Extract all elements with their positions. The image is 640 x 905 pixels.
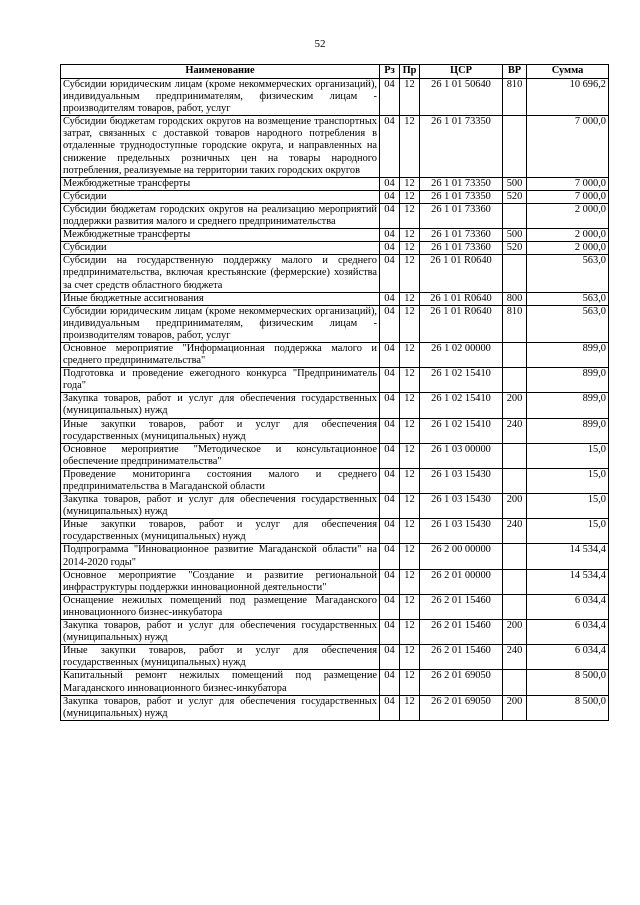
row-csr: 26 1 03 15430 bbox=[420, 519, 503, 544]
row-name: Подпрограмма "Инновационное развитие Магаданской области" на 2014-2020 годы" bbox=[61, 544, 380, 569]
row-sum: 2 000,0 bbox=[527, 242, 609, 255]
row-sum: 7 000,0 bbox=[527, 190, 609, 203]
row-pr: 12 bbox=[400, 519, 420, 544]
row-rz: 04 bbox=[380, 620, 400, 645]
row-vr bbox=[503, 569, 527, 594]
row-rz: 04 bbox=[380, 544, 400, 569]
row-name: Закупка товаров, работ и услуг для обеспечения государственных (муниципальных) нужд bbox=[61, 620, 380, 645]
row-rz: 04 bbox=[380, 468, 400, 493]
row-csr: 26 1 01 50640 bbox=[420, 79, 503, 116]
row-vr: 240 bbox=[503, 418, 527, 443]
row-vr: 200 bbox=[503, 695, 527, 720]
row-pr: 12 bbox=[400, 242, 420, 255]
row-rz: 04 bbox=[380, 393, 400, 418]
row-sum: 8 500,0 bbox=[527, 695, 609, 720]
row-rz: 04 bbox=[380, 229, 400, 242]
table-row bbox=[61, 594, 609, 619]
row-name: Субсидии bbox=[61, 190, 380, 203]
table-row bbox=[61, 468, 609, 493]
row-rz: 04 bbox=[380, 645, 400, 670]
row-sum: 899,0 bbox=[527, 393, 609, 418]
row-pr: 12 bbox=[400, 203, 420, 228]
row-pr: 12 bbox=[400, 229, 420, 242]
row-pr: 12 bbox=[400, 190, 420, 203]
row-pr: 12 bbox=[400, 292, 420, 305]
budget-table bbox=[60, 64, 609, 721]
row-name: Субсидии бюджетам городских округов на реализацию мероприятий поддержки развития малого и среднего предпринимательства bbox=[61, 203, 380, 228]
table-row bbox=[61, 620, 609, 645]
header-name: Наименование bbox=[61, 65, 380, 79]
row-name: Субсидии юридическим лицам (кроме некоммерческих организаций), индивидуальным предпринимателям, физическим лицам - производителям товаров, работ, услуг bbox=[61, 79, 380, 116]
row-name: Межбюджетные трансферты bbox=[61, 177, 380, 190]
row-rz: 04 bbox=[380, 242, 400, 255]
table-row bbox=[61, 494, 609, 519]
row-vr: 200 bbox=[503, 620, 527, 645]
row-csr: 26 1 01 73360 bbox=[420, 229, 503, 242]
row-name: Иные закупки товаров, работ и услуг для обеспечения государственных (муниципальных) нужд bbox=[61, 418, 380, 443]
row-vr: 810 bbox=[503, 79, 527, 116]
table-row bbox=[61, 695, 609, 720]
row-csr: 26 1 01 73360 bbox=[420, 203, 503, 228]
table-row bbox=[61, 544, 609, 569]
row-vr bbox=[503, 544, 527, 569]
row-sum: 15,0 bbox=[527, 443, 609, 468]
row-csr: 26 1 01 R0640 bbox=[420, 292, 503, 305]
row-vr: 500 bbox=[503, 177, 527, 190]
row-csr: 26 1 01 73360 bbox=[420, 242, 503, 255]
row-name: Закупка товаров, работ и услуг для обеспечения государственных (муниципальных) нужд bbox=[61, 393, 380, 418]
row-pr: 12 bbox=[400, 393, 420, 418]
row-csr: 26 2 01 15460 bbox=[420, 620, 503, 645]
row-rz: 04 bbox=[380, 670, 400, 695]
table-row bbox=[61, 519, 609, 544]
row-rz: 04 bbox=[380, 494, 400, 519]
row-vr: 520 bbox=[503, 242, 527, 255]
row-sum: 6 034,4 bbox=[527, 620, 609, 645]
row-pr: 12 bbox=[400, 116, 420, 177]
row-name: Основное мероприятие "Создание и развитие региональной инфраструктуры поддержки инновационной деятельности" bbox=[61, 569, 380, 594]
row-sum: 563,0 bbox=[527, 255, 609, 292]
table-row bbox=[61, 670, 609, 695]
table-row bbox=[61, 305, 609, 342]
row-vr: 810 bbox=[503, 305, 527, 342]
row-pr: 12 bbox=[400, 645, 420, 670]
row-pr: 12 bbox=[400, 569, 420, 594]
row-sum: 563,0 bbox=[527, 292, 609, 305]
row-csr: 26 1 03 00000 bbox=[420, 443, 503, 468]
row-pr: 12 bbox=[400, 418, 420, 443]
row-sum: 10 696,2 bbox=[527, 79, 609, 116]
row-name: Проведение мониторинга состояния малого и среднего предпринимательства в Магаданской области bbox=[61, 468, 380, 493]
table-row bbox=[61, 368, 609, 393]
row-rz: 04 bbox=[380, 305, 400, 342]
header-pr: Пр bbox=[400, 65, 420, 79]
row-rz: 04 bbox=[380, 418, 400, 443]
row-rz: 04 bbox=[380, 190, 400, 203]
row-rz: 04 bbox=[380, 203, 400, 228]
row-csr: 26 1 03 15430 bbox=[420, 494, 503, 519]
table-row bbox=[61, 342, 609, 367]
page-number: 52 bbox=[314, 38, 326, 50]
row-name: Субсидии bbox=[61, 242, 380, 255]
header-csr: ЦСР bbox=[420, 65, 503, 79]
row-name: Субсидии на государственную поддержку малого и среднего предпринимательства, включая крестьянские (фермерские) хозяйства за счет средств областного бюджета bbox=[61, 255, 380, 292]
row-vr: 240 bbox=[503, 645, 527, 670]
table-row bbox=[61, 203, 609, 228]
row-rz: 04 bbox=[380, 443, 400, 468]
row-csr: 26 1 01 73350 bbox=[420, 177, 503, 190]
row-rz: 04 bbox=[380, 519, 400, 544]
row-rz: 04 bbox=[380, 116, 400, 177]
row-name: Иные закупки товаров, работ и услуг для обеспечения государственных (муниципальных) нужд bbox=[61, 519, 380, 544]
row-csr: 26 1 01 R0640 bbox=[420, 255, 503, 292]
row-csr: 26 2 01 15460 bbox=[420, 594, 503, 619]
row-vr bbox=[503, 203, 527, 228]
row-vr: 520 bbox=[503, 190, 527, 203]
row-vr bbox=[503, 368, 527, 393]
row-name: Иные бюджетные ассигнования bbox=[61, 292, 380, 305]
row-pr: 12 bbox=[400, 443, 420, 468]
row-rz: 04 bbox=[380, 695, 400, 720]
row-vr bbox=[503, 670, 527, 695]
row-rz: 04 bbox=[380, 569, 400, 594]
row-pr: 12 bbox=[400, 494, 420, 519]
row-sum: 6 034,4 bbox=[527, 594, 609, 619]
row-csr: 26 1 02 15410 bbox=[420, 418, 503, 443]
row-sum: 2 000,0 bbox=[527, 229, 609, 242]
row-sum: 15,0 bbox=[527, 494, 609, 519]
row-name: Субсидии бюджетам городских округов на возмещение транспортных затрат, связанных с доставкой товаров народного потребления в отдаленные труднодоступные городские округа, и направленных на снижение предельных розничных цен на товары народного потребления, реализуемые на территории таких городских округов bbox=[61, 116, 380, 177]
row-sum: 14 534,4 bbox=[527, 544, 609, 569]
row-vr bbox=[503, 342, 527, 367]
table-header-row bbox=[61, 65, 609, 79]
table-row bbox=[61, 116, 609, 177]
row-rz: 04 bbox=[380, 594, 400, 619]
row-csr: 26 1 03 15430 bbox=[420, 468, 503, 493]
row-csr: 26 1 01 73350 bbox=[420, 116, 503, 177]
row-sum: 899,0 bbox=[527, 342, 609, 367]
row-name: Иные закупки товаров, работ и услуг для обеспечения государственных (муниципальных) нужд bbox=[61, 645, 380, 670]
row-vr bbox=[503, 468, 527, 493]
row-pr: 12 bbox=[400, 670, 420, 695]
header-rz: Рз bbox=[380, 65, 400, 79]
row-pr: 12 bbox=[400, 305, 420, 342]
row-csr: 26 2 01 69050 bbox=[420, 695, 503, 720]
row-name: Оснащение нежилых помещений под размещение Магаданского инновационного бизнес-инкубатора bbox=[61, 594, 380, 619]
row-pr: 12 bbox=[400, 468, 420, 493]
row-rz: 04 bbox=[380, 292, 400, 305]
row-sum: 899,0 bbox=[527, 368, 609, 393]
table-row bbox=[61, 177, 609, 190]
row-vr: 500 bbox=[503, 229, 527, 242]
row-sum: 8 500,0 bbox=[527, 670, 609, 695]
table-row bbox=[61, 292, 609, 305]
row-name: Закупка товаров, работ и услуг для обеспечения государственных (муниципальных) нужд bbox=[61, 695, 380, 720]
table-row bbox=[61, 190, 609, 203]
row-csr: 26 1 02 00000 bbox=[420, 342, 503, 367]
row-rz: 04 bbox=[380, 342, 400, 367]
row-sum: 563,0 bbox=[527, 305, 609, 342]
row-name: Субсидии юридическим лицам (кроме некоммерческих организаций), индивидуальным предпринимателям, физическим лицам - производителям товаров, работ, услуг bbox=[61, 305, 380, 342]
row-name: Межбюджетные трансферты bbox=[61, 229, 380, 242]
row-vr: 800 bbox=[503, 292, 527, 305]
row-vr bbox=[503, 594, 527, 619]
table-row bbox=[61, 443, 609, 468]
table-row bbox=[61, 242, 609, 255]
row-csr: 26 1 01 73350 bbox=[420, 190, 503, 203]
row-pr: 12 bbox=[400, 594, 420, 619]
row-rz: 04 bbox=[380, 79, 400, 116]
header-sum: Сумма bbox=[527, 65, 609, 79]
row-name: Основное мероприятие "Информационная поддержка малого и среднего предпринимательства" bbox=[61, 342, 380, 367]
row-name: Основное мероприятие "Методическое и консультационное обеспечение предпринимательства" bbox=[61, 443, 380, 468]
table-row bbox=[61, 229, 609, 242]
row-vr: 200 bbox=[503, 494, 527, 519]
row-vr bbox=[503, 255, 527, 292]
row-pr: 12 bbox=[400, 79, 420, 116]
table-row bbox=[61, 418, 609, 443]
row-vr: 240 bbox=[503, 519, 527, 544]
row-csr: 26 1 01 R0640 bbox=[420, 305, 503, 342]
row-pr: 12 bbox=[400, 620, 420, 645]
table-row bbox=[61, 79, 609, 116]
row-vr bbox=[503, 116, 527, 177]
table-row bbox=[61, 569, 609, 594]
row-name: Капитальный ремонт нежилых помещений под размещение Магаданского инновационного бизнес-инкубатора bbox=[61, 670, 380, 695]
row-csr: 26 1 02 15410 bbox=[420, 393, 503, 418]
row-rz: 04 bbox=[380, 177, 400, 190]
row-pr: 12 bbox=[400, 695, 420, 720]
table-row bbox=[61, 255, 609, 292]
row-sum: 2 000,0 bbox=[527, 203, 609, 228]
row-rz: 04 bbox=[380, 255, 400, 292]
row-sum: 7 000,0 bbox=[527, 177, 609, 190]
row-pr: 12 bbox=[400, 544, 420, 569]
row-csr: 26 2 01 00000 bbox=[420, 569, 503, 594]
row-sum: 6 034,4 bbox=[527, 645, 609, 670]
row-csr: 26 2 01 15460 bbox=[420, 645, 503, 670]
table-row bbox=[61, 393, 609, 418]
row-sum: 14 534,4 bbox=[527, 569, 609, 594]
row-sum: 7 000,0 bbox=[527, 116, 609, 177]
row-name: Закупка товаров, работ и услуг для обеспечения государственных (муниципальных) нужд bbox=[61, 494, 380, 519]
table-row bbox=[61, 645, 609, 670]
row-vr bbox=[503, 443, 527, 468]
row-csr: 26 1 02 15410 bbox=[420, 368, 503, 393]
row-pr: 12 bbox=[400, 255, 420, 292]
row-sum: 15,0 bbox=[527, 519, 609, 544]
row-vr: 200 bbox=[503, 393, 527, 418]
row-sum: 15,0 bbox=[527, 468, 609, 493]
row-csr: 26 2 01 69050 bbox=[420, 670, 503, 695]
row-pr: 12 bbox=[400, 342, 420, 367]
row-pr: 12 bbox=[400, 368, 420, 393]
header-vr: ВР bbox=[503, 65, 527, 79]
row-rz: 04 bbox=[380, 368, 400, 393]
row-pr: 12 bbox=[400, 177, 420, 190]
row-name: Подготовка и проведение ежегодного конкурса "Предприниматель года" bbox=[61, 368, 380, 393]
row-csr: 26 2 00 00000 bbox=[420, 544, 503, 569]
row-sum: 899,0 bbox=[527, 418, 609, 443]
